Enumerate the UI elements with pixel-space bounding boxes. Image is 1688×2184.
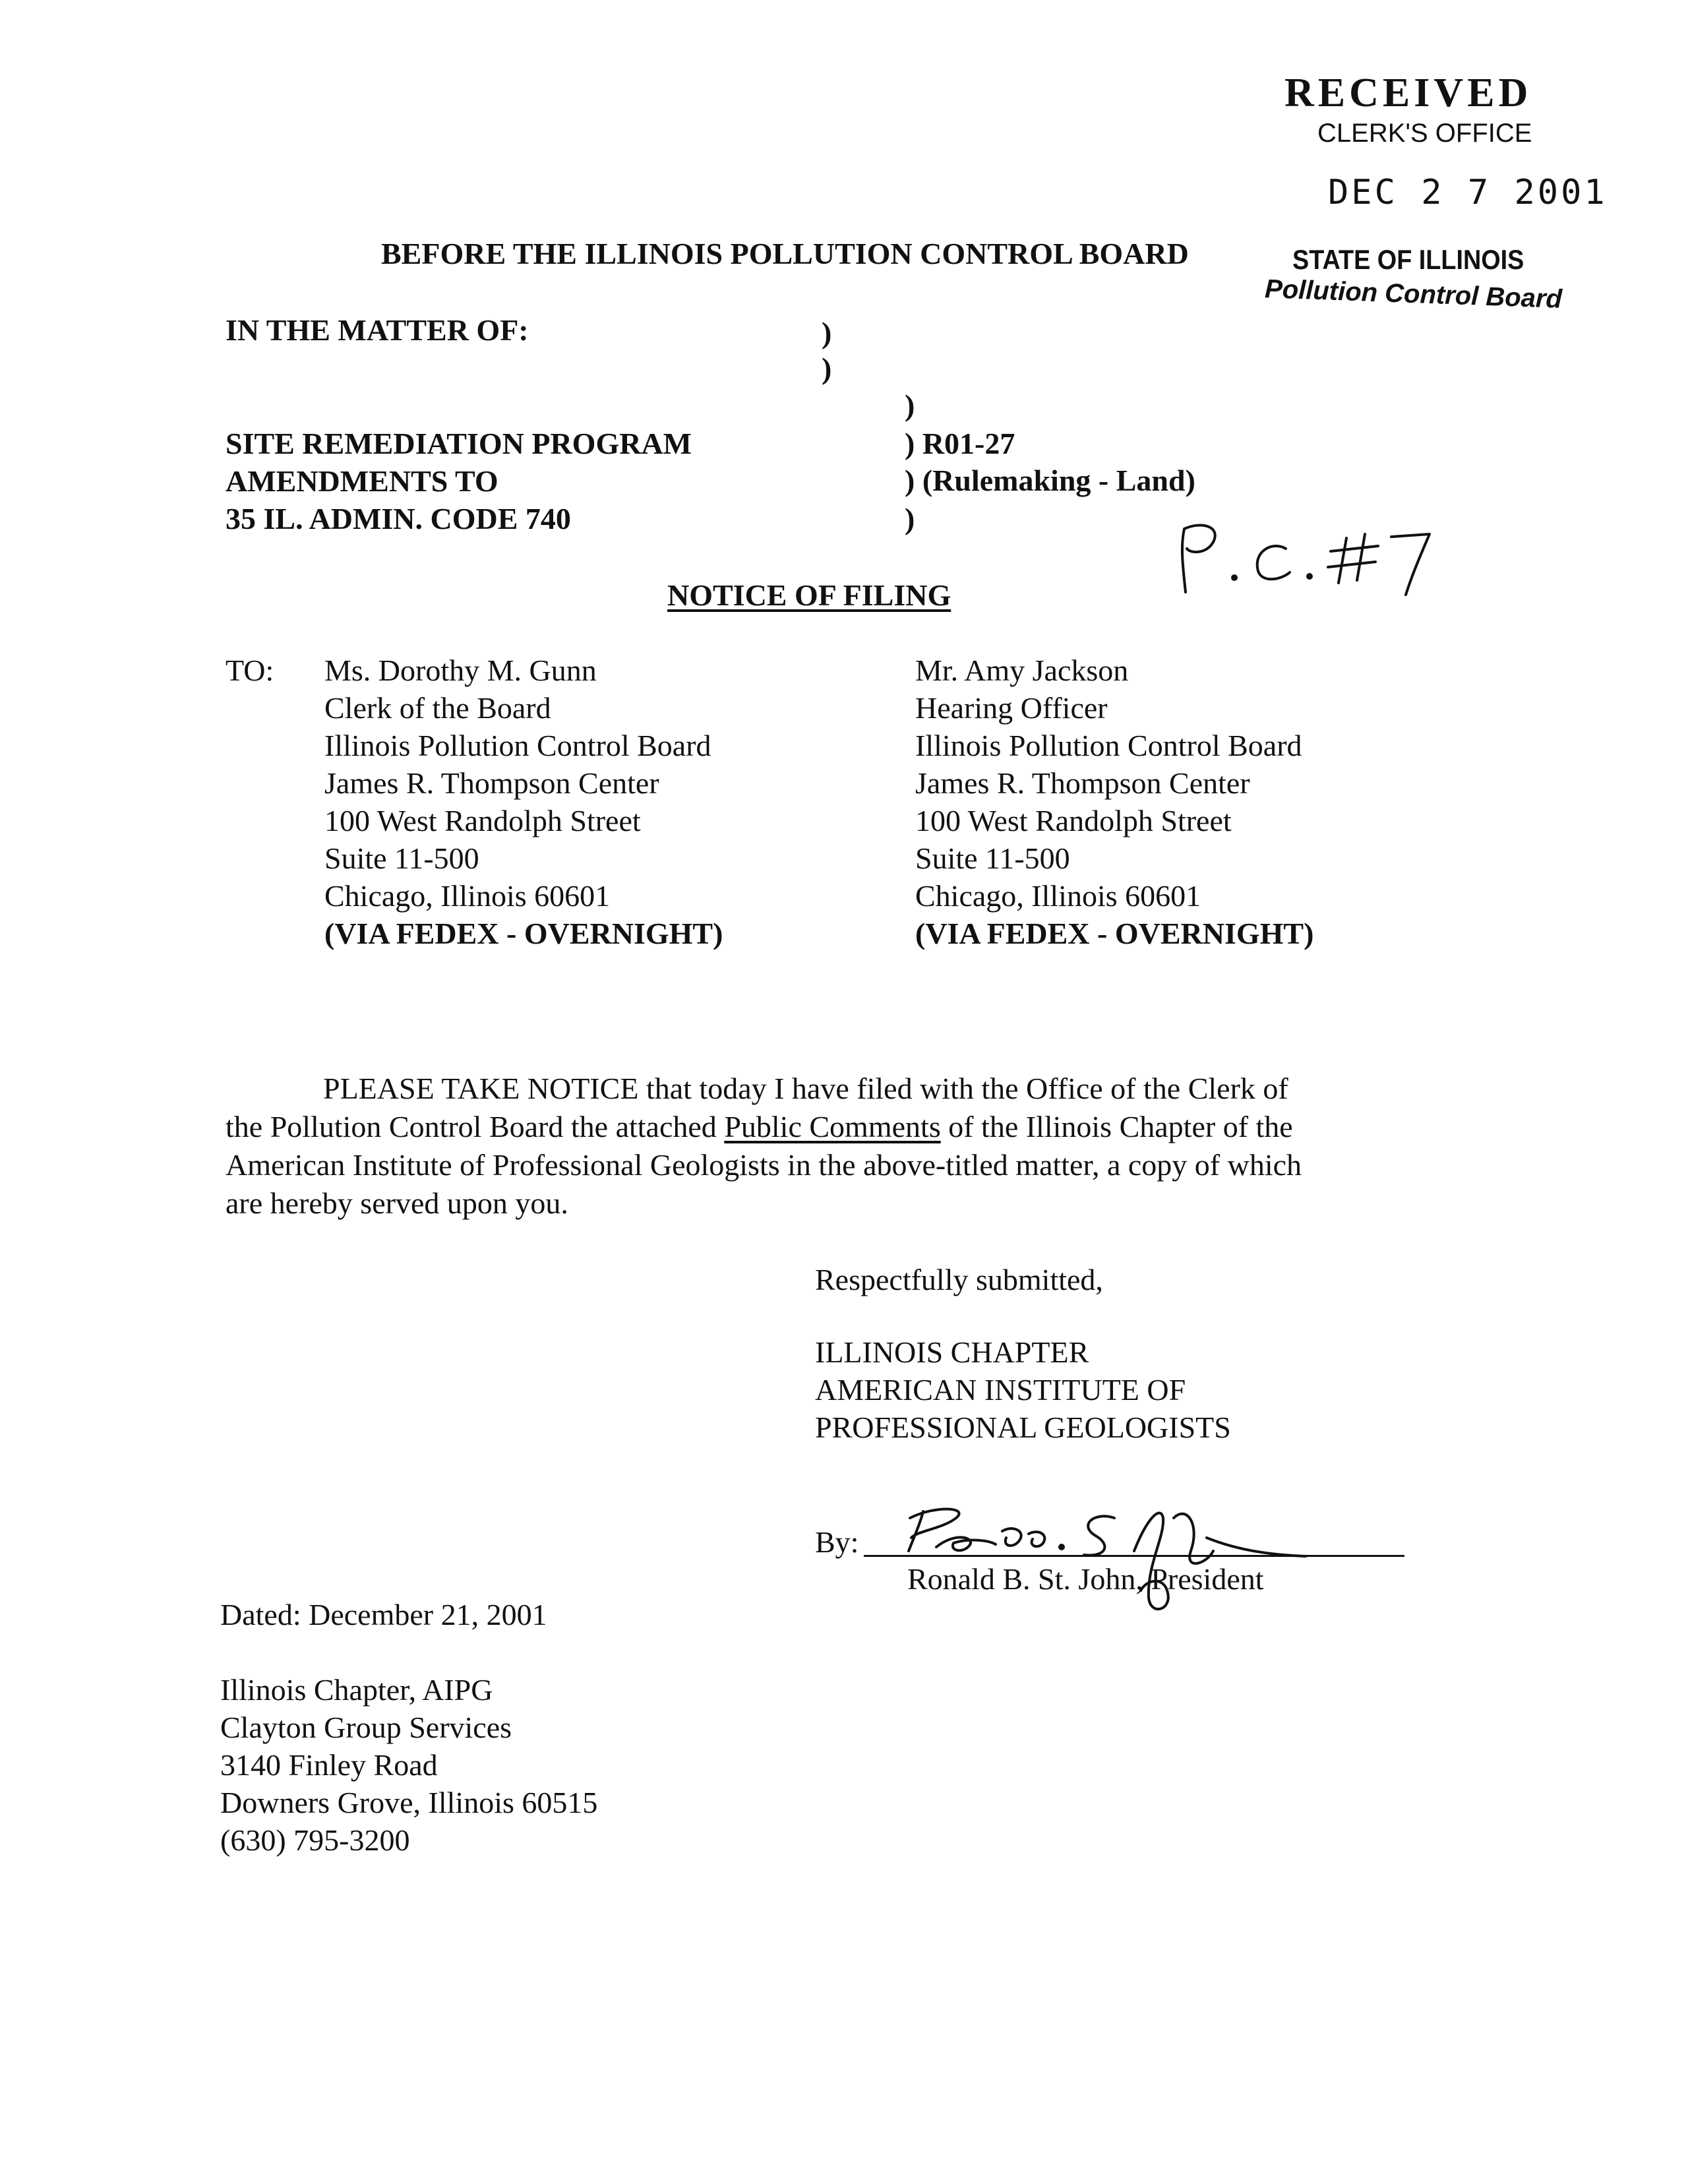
caption-paren: ) [822, 316, 832, 349]
body-text: of the Illinois Chapter of the [940, 1110, 1293, 1143]
recipient-clerk [324, 652, 723, 952]
recipient-line: Chicago, Illinois 60601 [324, 879, 611, 913]
recipient-line: Chicago, Illinois 60601 [915, 879, 1201, 913]
organization-line: ILLINOIS CHAPTER [815, 1335, 1089, 1369]
recipient-line: 100 West Randolph Street [915, 804, 1232, 837]
recipient-line: Ms. Dorothy M. Gunn [324, 653, 597, 687]
handwritten-pc-note-icon [1160, 514, 1451, 600]
footer-line: Clayton Group Services [220, 1711, 512, 1744]
footer-address [220, 1671, 597, 1859]
to-label: TO: [226, 653, 274, 687]
signer-name: Ronald B. St. John, President [907, 1562, 1264, 1596]
recipient-line: Illinois Pollution Control Board [915, 729, 1302, 762]
organization-block [815, 1333, 1231, 1446]
recipient-delivery: (VIA FEDEX - OVERNIGHT) [915, 917, 1314, 950]
organization-line: AMERICAN INSTITUTE OF [815, 1373, 1186, 1407]
organization-line: PROFESSIONAL GEOLOGISTS [815, 1410, 1231, 1444]
recipient-line: Illinois Pollution Control Board [324, 729, 711, 762]
respectfully-submitted: Respectfully submitted, [815, 1263, 1103, 1296]
recipient-line: 100 West Randolph Street [324, 804, 641, 837]
body-line [226, 1108, 1293, 1145]
recipient-line: James R. Thompson Center [324, 766, 659, 800]
recipient-line: Hearing Officer [915, 691, 1108, 725]
caption-title-line: SITE REMEDIATION PROGRAM [226, 427, 692, 460]
by-label: By: [815, 1525, 859, 1559]
caption-paren: ) [822, 351, 832, 385]
recipient-line: Suite 11-500 [324, 841, 479, 875]
handwritten-pc-note [1160, 514, 1451, 603]
public-comments-text: Public Comments [724, 1110, 941, 1143]
body-line: PLEASE TAKE NOTICE that today I have filed with the Office of the Clerk of [323, 1072, 1288, 1105]
recipient-line: Mr. Amy Jackson [915, 653, 1129, 687]
signature-icon [897, 1492, 1319, 1623]
signature [897, 1492, 1319, 1627]
received-stamp: RECEIVED [1284, 71, 1532, 115]
recipient-line: Clerk of the Board [324, 691, 551, 725]
recipient-hearing-officer [915, 652, 1313, 952]
docket-type: ) (Rulemaking - Land) [905, 464, 1195, 497]
footer-line: Downers Grove, Illinois 60515 [220, 1786, 598, 1819]
caption-title [226, 425, 692, 537]
body-line: are hereby served upon you. [226, 1186, 568, 1220]
footer-line: Illinois Chapter, AIPG [220, 1673, 493, 1707]
stamp-board: Pollution Control Board [1264, 274, 1563, 314]
caption-title-line: AMENDMENTS TO [226, 464, 498, 498]
recipient-delivery: (VIA FEDEX - OVERNIGHT) [324, 917, 723, 950]
clerks-office-stamp: CLERK'S OFFICE [1317, 119, 1532, 148]
docket-number: ) R01-27 [905, 427, 1015, 460]
stamp-state: STATE OF ILLINOIS [1292, 244, 1524, 275]
court-heading: BEFORE THE ILLINOIS POLLUTION CONTROL BOARD [381, 237, 1189, 270]
caption-paren: ) [905, 388, 915, 422]
recipient-line: Suite 11-500 [915, 841, 1070, 875]
caption-title-line: 35 IL. ADMIN. CODE 740 [226, 502, 571, 535]
recipient-line: James R. Thompson Center [915, 766, 1250, 800]
stamp-date: DEC 2 7 2001 [1328, 173, 1608, 212]
dated: Dated: December 21, 2001 [220, 1598, 547, 1631]
body-line: American Institute of Professional Geologists in the above-titled matter, a copy of which [226, 1148, 1302, 1182]
notice-title: NOTICE OF FILING [667, 578, 951, 612]
caption-paren: ) [905, 502, 915, 535]
footer-line: 3140 Finley Road [220, 1748, 438, 1782]
in-the-matter-of: IN THE MATTER OF: [226, 313, 529, 347]
body-text: the Pollution Control Board the attached [226, 1110, 725, 1143]
footer-line: (630) 795-3200 [220, 1823, 410, 1857]
